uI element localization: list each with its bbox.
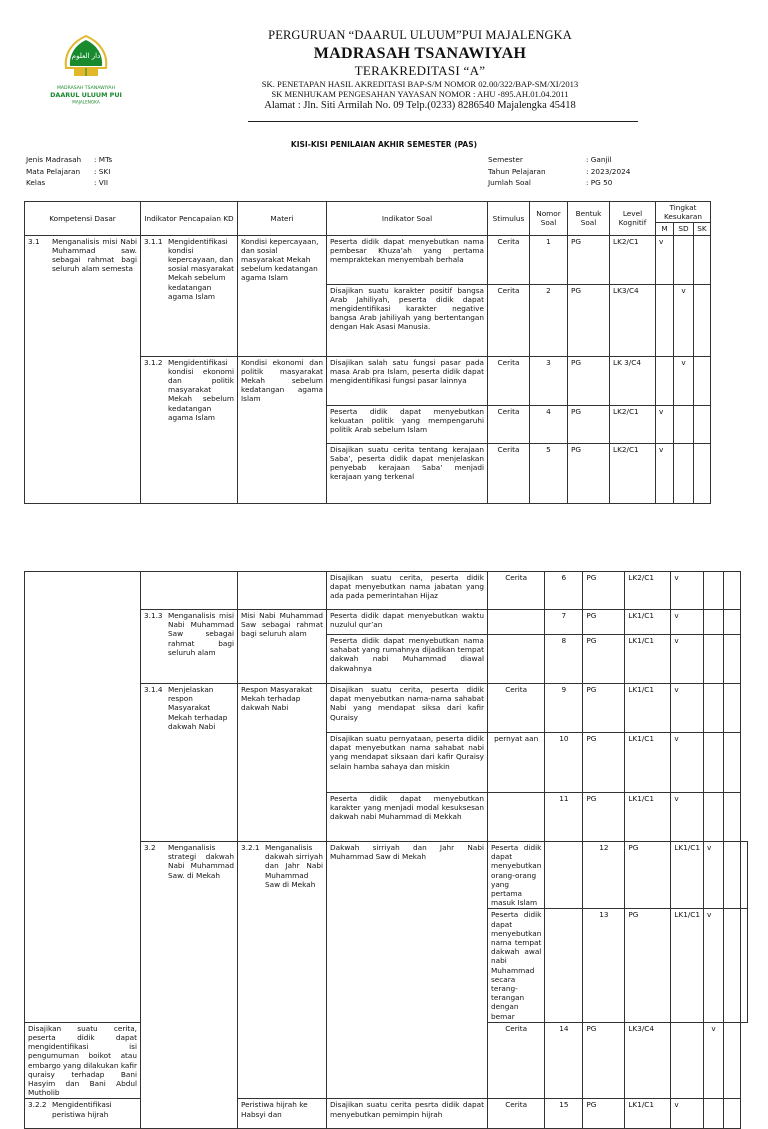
level-cell: LK 3/C4 (610, 356, 656, 405)
level-cell: LK1/C1 (625, 635, 671, 684)
meta-row (26, 154, 112, 166)
meta-key: Kelas (26, 178, 46, 187)
col-sk: SK (694, 223, 711, 235)
ipk-cell (141, 572, 238, 610)
meta-row (26, 177, 112, 189)
indikator-cell: Peserta didik dapat menyebutkan waktu nuzulul qur’an (327, 610, 488, 635)
meta-key: Semester (488, 155, 523, 164)
sd-cell: v (674, 284, 694, 356)
stimulus-cell (488, 635, 545, 684)
bentuk-cell: PG (583, 635, 625, 684)
meta-key: Jumlah Soal (488, 178, 531, 187)
materi-cell: Peristiwa hijrah ke Habsyi dan (238, 1099, 327, 1129)
indikator-cell: Peserta didik dapat menyebutkan kekuatan politik yang mempengaruhi politik Arab sebelum Islam (327, 405, 488, 443)
logo-text-1: MADRASAH TSANAWIYAH (56, 86, 116, 91)
logo-text-3: MAJALENGKA (72, 99, 100, 105)
bentuk-cell: PG (568, 443, 610, 503)
meta-row (488, 177, 630, 189)
bentuk-cell: PG (568, 235, 610, 284)
indikator-cell: Peserta didik dapat menyebutkan nama sahabat yang rumahnya dijadikan tempat dakwah nabi Muhammad diawal dakwahnya (327, 635, 488, 684)
bentuk-cell: PG (583, 610, 625, 635)
m-cell: v (671, 572, 704, 610)
meta-value: : 2023/2024 (586, 166, 631, 176)
indikator-cell: Disajikan suatu cerita pesrta didik dapat menyebutkan pemimpin hijrah (327, 1099, 488, 1129)
ipk-text: Menjelaskan respon Masyarakat Mekah terhadap dakwah Nabi (168, 685, 228, 731)
nomor-cell: 2 (530, 284, 568, 356)
logo-text-2: DAARUL ULUUM PUI (50, 91, 122, 99)
level-cell: LK2/C1 (625, 572, 671, 610)
meta-row (488, 154, 630, 166)
ipk-cell (25, 1099, 141, 1129)
kd-cell (141, 842, 238, 1129)
sk-cell (724, 610, 741, 635)
level-cell: LK2/C1 (610, 443, 656, 503)
sd-cell (674, 235, 694, 284)
stimulus-cell: Cerita (488, 1099, 545, 1129)
sk-cell (724, 733, 741, 793)
level-cell: LK1/C1 (625, 610, 671, 635)
sk-cell (724, 635, 741, 684)
bentuk-cell: PG (568, 405, 610, 443)
indikator-cell: Disajikan suatu cerita, peserta didik dapat mengidentifikasi isi pengumuman boikot atau embargo yang dilakukan kafir quraisy terhadap Bani Hasyim dan Bani Abdul Mutholib (25, 1022, 141, 1099)
kd-cell (25, 572, 141, 1023)
level-cell: LK1/C1 (625, 684, 671, 733)
ipk-cell (141, 684, 238, 842)
meta-key: Jenis Madrasah (26, 155, 82, 164)
sd-cell (674, 443, 694, 503)
ipk-number: 3.1.4 (144, 685, 163, 694)
kd-number: 3.2 (144, 843, 156, 852)
level-cell: LK1/C1 (625, 733, 671, 793)
sd-cell (704, 610, 724, 635)
indikator-cell: Peserta didik dapat menyebutkan nama pembesar Khuza’ah yang pertama mempraktekan menyembah berhala (327, 235, 488, 284)
materi-cell: Kondisi ekonomi dan politik masyarakat Mekah sebelum kedatangan agama Islam (238, 356, 327, 503)
m-cell: v (671, 1099, 704, 1129)
indikator-cell: Disajikan suatu cerita, peserta didik dapat menyebutkan nama jabatan yang ada pada pemerintahan Hijaz (327, 572, 488, 610)
bentuk-cell: PG (583, 1022, 625, 1099)
meta-value: : MTs (94, 155, 113, 164)
sd-cell (704, 572, 724, 610)
document-title: KISI-KISI PENILAIAN AKHIR SEMESTER (PAS) (290, 140, 478, 149)
m-cell: v (656, 235, 674, 284)
sk-cell (694, 405, 711, 443)
bentuk-cell: PG (583, 733, 625, 793)
col-ipk: Indikator Pencapaian KD (141, 202, 238, 236)
sd-cell (674, 405, 694, 443)
meta-row (488, 166, 630, 178)
sd-cell: v (704, 1022, 724, 1099)
stimulus-cell: Cerita (488, 684, 545, 733)
col-kd: Kompetensi Dasar (25, 202, 141, 236)
ipk-number: 3.2.1 (241, 843, 260, 852)
sk-cell (724, 793, 741, 842)
col-nomor: Nomor Soal (530, 202, 568, 236)
kd-cell (25, 235, 141, 503)
ipk-number: 3.2.2 (28, 1100, 47, 1110)
meta-value: : PG 50 (586, 178, 613, 187)
materi-cell: Misi Nabi Muhammad Saw sebagai rahmat bagi seluruh alam (238, 610, 327, 684)
col-indikator: Indikator Soal (327, 202, 488, 236)
school-name: MADRASAH TSANAWIYAH (313, 45, 527, 62)
bentuk-cell: PG (625, 842, 671, 909)
stimulus-cell: Cerita (488, 1022, 545, 1099)
materi-cell: Respon Masyarakat Mekah terhadap dakwah Nabi (238, 684, 327, 842)
stimulus-cell: Cerita (488, 443, 530, 503)
ipk-number: 3.1.3 (144, 611, 163, 620)
stimulus-cell: Cerita (488, 356, 530, 405)
sd-cell (704, 635, 724, 684)
ipk-text: Menganalisis misi Nabi Muhammad Saw sebagai rahmat bagi seluruh alam (168, 611, 234, 657)
letterhead-rule (248, 121, 638, 122)
ipk-text: Mengidentifikasi kondisi ekonomi dan politik masyarakat Mekah sebelum kedatangan agama Islam (168, 357, 234, 422)
col-stimulus: Stimulus (488, 202, 530, 236)
indikator-cell: Disajikan suatu karakter positif bangsa Arab Jahiliyah, peserta didik dapat mengidentifikasi karakter negative bangsa Arab jahiliyah yang bertentangan dengan Hak Asasi Manusia. (327, 284, 488, 356)
school-address: Alamat : Jln. Siti Armilah No. 09 Telp.(0233) 8286540 Majalengka 45418 (264, 100, 576, 111)
table-row (25, 235, 711, 284)
table-header-row (25, 202, 711, 223)
sk-cell (724, 1022, 741, 1099)
m-cell: v (656, 443, 674, 503)
sk-cell (741, 842, 748, 909)
ipk-number: 3.1.1 (144, 236, 163, 246)
sd-cell (724, 842, 741, 909)
level-cell: LK1/C1 (671, 909, 704, 1022)
m-cell: v (671, 635, 704, 684)
indikator-cell: Disajikan salah satu fungsi pasar pada masa Arab pra Islam, peserta didik dapat mengidentifikasi fungsi pasar lainnya (327, 356, 488, 405)
foundation-name: PERGURUAN “DAARUL ULUUM”PUI MAJALENGKA (268, 28, 572, 42)
m-cell (656, 356, 674, 405)
stimulus-cell: Cerita (488, 405, 530, 443)
materi-cell (238, 572, 327, 610)
m-cell: v (671, 733, 704, 793)
ipk-text: Mengidentifikasi kondisi kepercayaan, dan sosial masyarakat Mekah sebelum kedatangan agama Islam (168, 236, 234, 301)
sk-accreditation: SK. PENETAPAN HASIL AKREDITASI BAP-S/M NOMOR 02.00/322/BAP-SM/XI/2013 (261, 79, 579, 89)
indikator-cell: Disajikan suatu cerita, peserta didik dapat menyebutkan nama-nama sahabat Nabi yang mendapat siksa dari kafir Quraisy (327, 684, 488, 733)
kd-text: Menganalisis strategi dakwah Nabi Muhammad Saw. di Mekah (168, 843, 234, 880)
sd-cell (724, 909, 741, 1022)
indikator-cell: Peserta didik dapat menyebutkan karakter yang menjadi modal kesuksesan dakwah nabi Muhammad di Mekkah (327, 793, 488, 842)
nomor-cell: 13 (583, 909, 625, 1022)
ipk-cell (141, 610, 238, 684)
letterhead-text (210, 28, 630, 111)
bentuk-cell: PG (583, 684, 625, 733)
indikator-cell: Peserta didik dapat menyebutkan nama tempat dakwah awal nabi Muhammad secara terang-terangan dengan bemar (488, 909, 545, 1022)
sd-cell (704, 793, 724, 842)
stimulus-cell (545, 909, 583, 1022)
nomor-cell: 5 (530, 443, 568, 503)
col-tingkat: Tingkat Kesukaran (656, 202, 711, 223)
sk-cell (694, 356, 711, 405)
stimulus-cell: Cerita (488, 284, 530, 356)
accreditation: TERAKREDITASI “A” (354, 63, 486, 78)
stimulus-cell (545, 842, 583, 909)
col-bentuk: Bentuk Soal (568, 202, 610, 236)
stimulus-cell (488, 610, 545, 635)
kd-number: 3.1 (28, 236, 40, 246)
nomor-cell: 6 (545, 572, 583, 610)
sk-cell (724, 1099, 741, 1129)
meta-right (488, 154, 630, 189)
ipk-cell (238, 842, 327, 1099)
nomor-cell: 1 (530, 235, 568, 284)
sd-cell (704, 684, 724, 733)
materi-cell: Kondisi kepercayaan, dan sosial masyarakat Mekah sebelum kedatangan agama Islam (238, 235, 327, 356)
meta-left (26, 154, 112, 189)
logo-arabic: دار العلوم (71, 52, 101, 60)
kisi-table-page-2 (24, 571, 748, 1129)
col-sd: SD (674, 223, 694, 235)
sk-cell (741, 909, 748, 1022)
bentuk-cell: PG (568, 356, 610, 405)
materi-cell: Dakwah sirriyah dan Jahr Nabi Muhammad Saw di Mekah (327, 842, 488, 1099)
sd-cell (704, 1099, 724, 1129)
table-row (25, 572, 748, 610)
indikator-cell: Disajikan suatu cerita tentang kerajaan Saba’, peserta didik dapat menjelaskan penyebab kerajaan Saba’ menjadi kerajaan yang terkenal (327, 443, 488, 503)
school-logo (48, 34, 124, 108)
col-materi: Materi (238, 202, 327, 236)
nomor-cell: 15 (545, 1099, 583, 1129)
ipk-number: 3.1.2 (144, 357, 163, 367)
bentuk-cell: PG (583, 793, 625, 842)
col-m: M (656, 223, 674, 235)
nomor-cell: 12 (583, 842, 625, 909)
nomor-cell: 4 (530, 405, 568, 443)
table-row (25, 1099, 748, 1129)
meta-value: : VII (94, 178, 109, 187)
letterhead (0, 0, 768, 130)
meta-row (26, 166, 112, 178)
level-cell: LK2/C1 (610, 405, 656, 443)
ipk-cell (141, 235, 238, 356)
ipk-text: Mengidentifikasi peristiwa hijrah (52, 1100, 112, 1119)
meta-key: Mata Pelajaran (26, 166, 81, 176)
m-cell: v (671, 610, 704, 635)
level-cell: LK3/C4 (625, 1022, 671, 1099)
col-level: Level Kognitif (610, 202, 656, 236)
sk-cell (694, 235, 711, 284)
stimulus-cell: Cerita (488, 572, 545, 610)
level-cell: LK1/C1 (671, 842, 704, 909)
bentuk-cell: PG (568, 284, 610, 356)
sk-cell (724, 684, 741, 733)
nomor-cell: 10 (545, 733, 583, 793)
level-cell: LK2/C1 (610, 235, 656, 284)
level-cell: LK1/C1 (625, 793, 671, 842)
m-cell: v (671, 684, 704, 733)
ipk-cell (141, 356, 238, 503)
nomor-cell: 11 (545, 793, 583, 842)
stimulus-cell (488, 793, 545, 842)
m-cell: v (704, 909, 724, 1022)
bentuk-cell: PG (625, 909, 671, 1022)
stimulus-cell: pernyat aan (488, 733, 545, 793)
meta-value: : Ganjil (586, 155, 612, 164)
nomor-cell: 8 (545, 635, 583, 684)
kd-text: Menganalisis misi Nabi Muhammad saw. sebagai rahmat bagi seluruh alam semesta (52, 236, 137, 274)
sd-cell: v (674, 356, 694, 405)
indikator-cell: Disajikan suatu pernyataan, peserta didik dapat menyebutkan nama sahabat nabi yang mendapat siksaan dari kafir Quraisy selain hamba sahaya dan miskin (327, 733, 488, 793)
nomor-cell: 3 (530, 356, 568, 405)
nomor-cell: 14 (545, 1022, 583, 1099)
sk-cell (694, 284, 711, 356)
nomor-cell: 9 (545, 684, 583, 733)
level-cell: LK1/C1 (625, 1099, 671, 1129)
sk-cell (724, 572, 741, 610)
level-cell: LK3/C4 (610, 284, 656, 356)
m-cell (671, 1022, 704, 1099)
ipk-text: Menganalisis dakwah sirriyah dan Jahr Nabi Muhammad Saw di Mekah (265, 843, 323, 889)
bentuk-cell: PG (583, 1099, 625, 1129)
sd-cell (704, 733, 724, 793)
sk-menhukam: SK MENHUKAM PENGESAHAN YAYASAN NOMOR : AHU -895.AH.01.04.2011 (271, 89, 569, 99)
sk-cell (694, 443, 711, 503)
m-cell: v (671, 793, 704, 842)
m-cell: v (656, 405, 674, 443)
bentuk-cell: PG (583, 572, 625, 610)
nomor-cell: 7 (545, 610, 583, 635)
meta-key: Tahun Pelajaran (488, 166, 546, 176)
m-cell (656, 284, 674, 356)
m-cell: v (704, 842, 724, 909)
kisi-table-page-1 (24, 201, 711, 504)
indikator-cell: Peserta didik dapat menyebutkan orang-orang yang pertama masuk Islam (488, 842, 545, 909)
meta-value: : SKI (94, 166, 111, 176)
stimulus-cell: Cerita (488, 235, 530, 284)
